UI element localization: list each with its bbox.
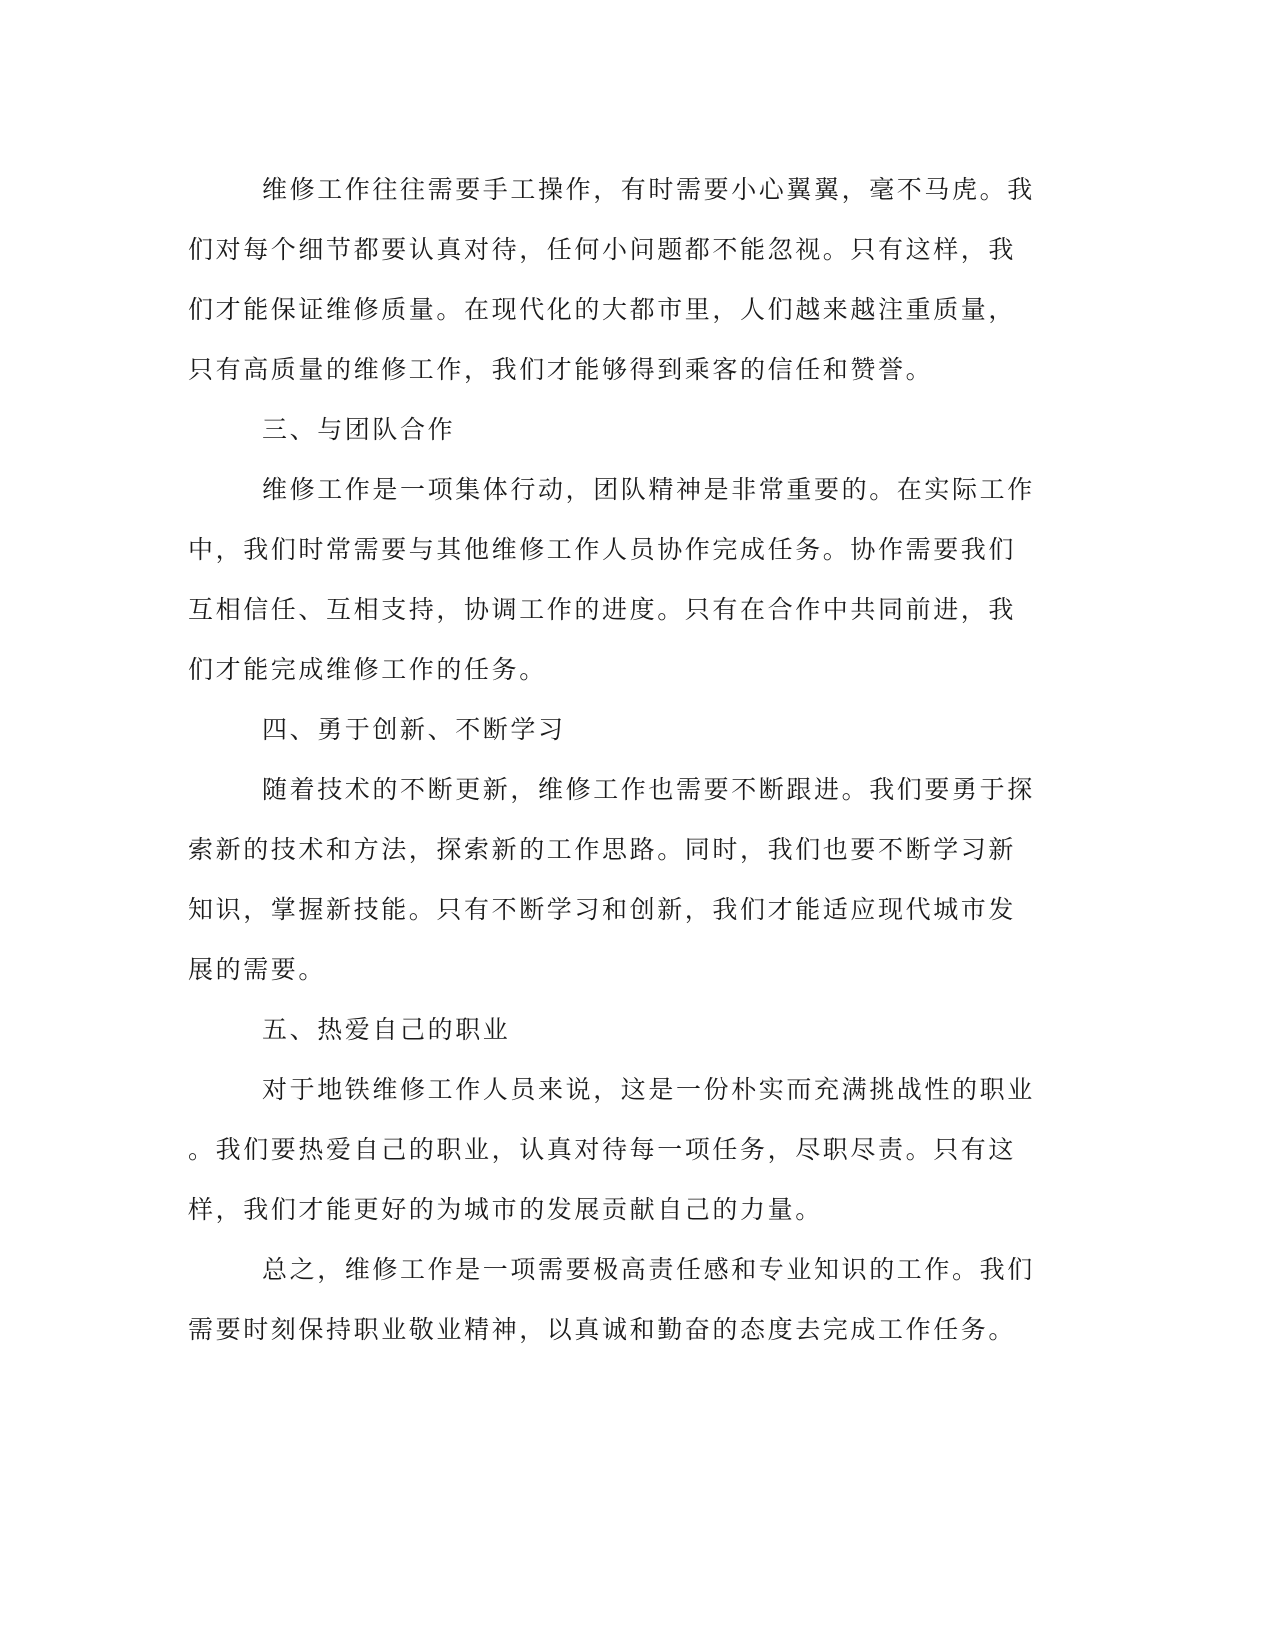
paragraph-line: 样，我们才能更好的为城市的发展贡献自己的力量。 [188,1195,823,1224]
section-heading-innovation: 四、勇于创新、不断学习 [262,715,566,744]
paragraph-line: 对于地铁维修工作人员来说，这是一份朴实而充满挑战性的职业 [262,1075,1035,1104]
paragraph-line: 维修工作是一项集体行动，团队精神是非常重要的。在实际工作 [262,475,1035,504]
paragraph-line: 知识，掌握新技能。只有不断学习和创新，我们才能适应现代城市发 [188,895,1017,924]
paragraph-line: 们才能保证维修质量。在现代化的大都市里，人们越来越注重质量， [188,295,1017,324]
paragraph-line: 。我们要热爱自己的职业，认真对待每一项任务，尽职尽责。只有这 [188,1135,1017,1164]
paragraph-line: 展的需要。 [188,955,327,984]
document-body [188,160,1074,1360]
paragraph-line: 需要时刻保持职业敬业精神，以真诚和勤奋的态度去完成工作任务。 [188,1315,1017,1344]
paragraph-line: 们才能完成维修工作的任务。 [188,655,547,684]
section-heading-career: 五、热爱自己的职业 [262,1015,511,1044]
section-heading-teamwork: 三、与团队合作 [262,415,456,444]
paragraph-line: 随着技术的不断更新，维修工作也需要不断跟进。我们要勇于探 [262,775,1035,804]
paragraph-line: 互相信任、互相支持，协调工作的进度。只有在合作中共同前进，我 [188,595,1017,624]
paragraph-line: 维修工作往往需要手工操作，有时需要小心翼翼，毫不马虎。我 [262,175,1035,204]
paragraph-line: 中，我们时常需要与其他维修工作人员协作完成任务。协作需要我们 [188,535,1017,564]
paragraph-line: 只有高质量的维修工作，我们才能够得到乘客的信任和赞誉。 [188,355,934,384]
paragraph-line: 总之，维修工作是一项需要极高责任感和专业知识的工作。我们 [262,1255,1035,1284]
paragraph-line: 索新的技术和方法，探索新的工作思路。同时，我们也要不断学习新 [188,835,1017,864]
paragraph-line: 们对每个细节都要认真对待，任何小问题都不能忽视。只有这样，我 [188,235,1017,264]
